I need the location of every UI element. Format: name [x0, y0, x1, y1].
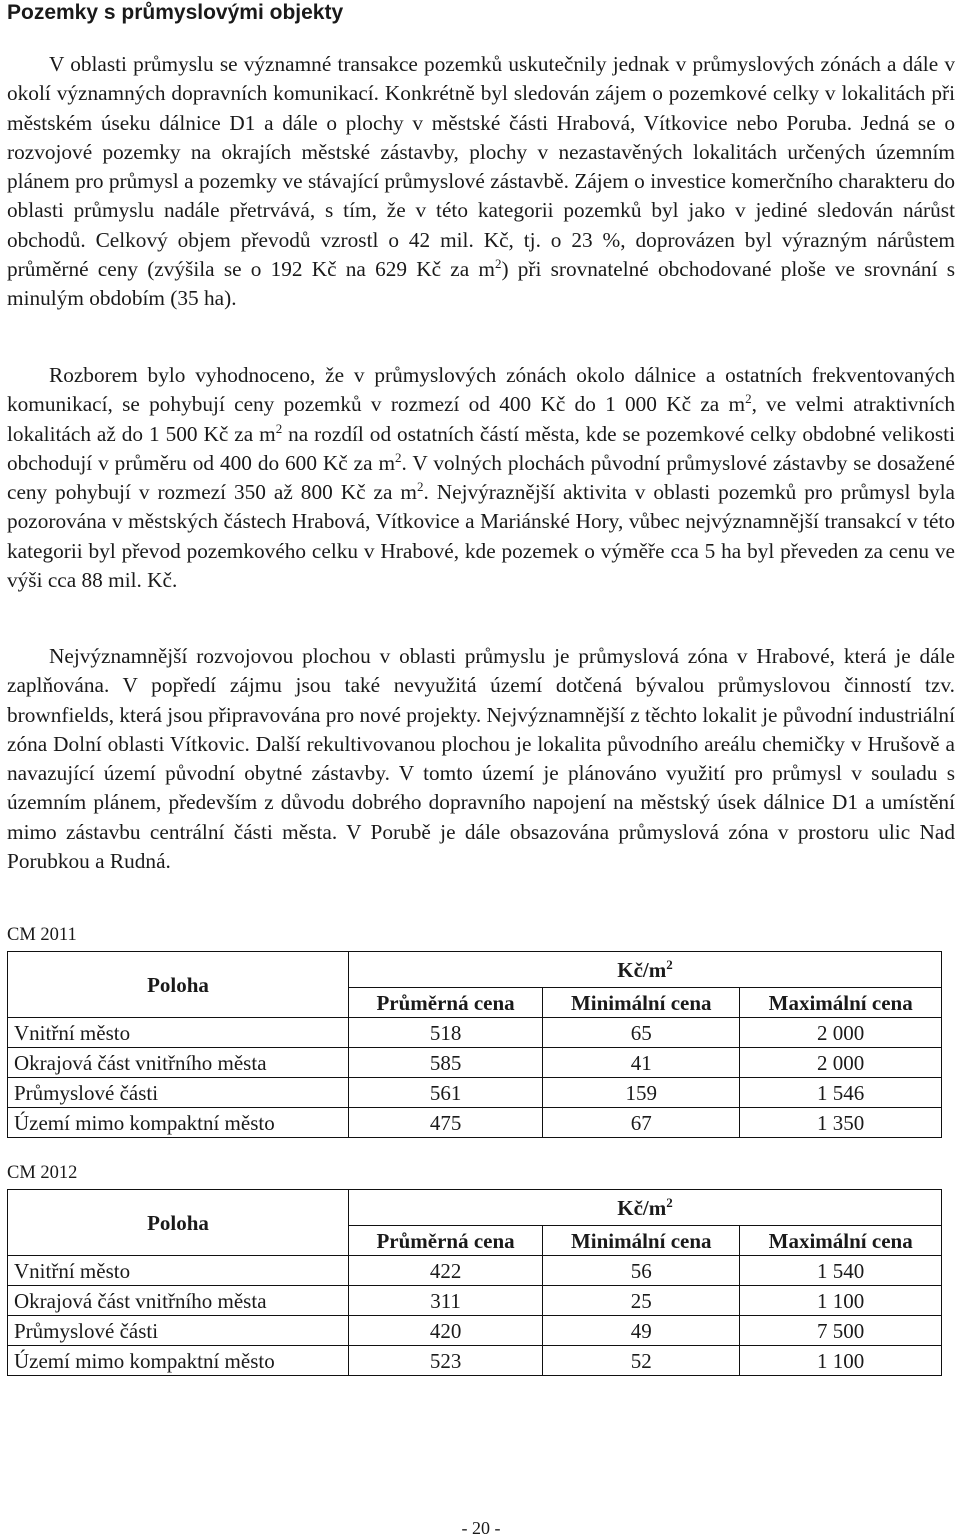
price-table-2012 — [7, 1189, 942, 1376]
cell-avg: 311 — [349, 1286, 543, 1316]
cell-avg: 420 — [349, 1316, 543, 1346]
table-row — [8, 1316, 942, 1346]
cell-location: Území mimo kompaktní město — [8, 1346, 349, 1376]
cell-avg: 585 — [349, 1048, 543, 1078]
paragraph-1 — [7, 50, 955, 314]
superscript: 2 — [416, 479, 424, 495]
column-header-avg: Průměrná cena — [349, 988, 543, 1018]
paragraph-1-text: V oblasti průmyslu se významné transakce pozemků uskutečnily jednak v průmyslových zónách a dále v okolí významných dopravních komunikací. Konkrétně byl sledován zájem o pozemkové celky v lokalitách při městském úseku dálnice D1 a dále o plochy v městské části Hrabová, Vítkovice nebo Poruba. Jedná se o rozvojové pozemky na okrajích městské zástavby, plochy v nezastavěných lokalitách určených územním plánem pro průmysl a pozemky ve stávající průmyslové zástavbě. Zájem o investice komerčního charakteru do oblasti průmyslu nadále přetrvává, s tím, že v této kategorii pozemků byl jako v jediné sledován nárůst obchodů. Celkový objem převodů vzrostl o 42 mil. Kč, tj. o 23 %, doprovázen byl výrazným nárůstem průměrné ceny (zvýšila se o 192 Kč na 629 Kč za m — [7, 52, 955, 282]
column-header-avg: Průměrná cena — [349, 1226, 543, 1256]
cell-location: Vnitřní město — [8, 1256, 349, 1286]
paragraph-2 — [7, 361, 955, 595]
page-number: - 20 - — [461, 1518, 501, 1538]
paragraph-3-text: Nejvýznamnější rozvojovou plochou v oblasti průmyslu je průmyslová zóna v Hrabové, která je dále zaplňována. V popředí zájmu jsou také nevyužitá území dotčená bývalou průmyslovou činností tzv. brownfields, která jsou připravována pro nové projekty. Nejvýznamnější z těchto lokalit je původní industriální zóna Dolní oblasti Vítkovic. Další rekultivovanou plochou je lokalita původního areálu chemičky v Hrušově a navazující území původní obytné zástavby. V tomto území je plánováno využití pro průmysl v souladu s územním plánem, především z důvodu dobrého dopravního napojení na městský úsek dálnice D1 a umístění mimo zástavbu centrální části města. V Porubě je dále obsazována průmyslová zóna v prostoru ulic Nad Porubkou a Rudná. — [7, 644, 955, 874]
paragraph-2-text-b: , ve velmi atraktivních lokalitách až do 1 500 Kč za m — [7, 392, 955, 446]
cell-min: 67 — [543, 1108, 740, 1138]
cell-location: Průmyslové části — [8, 1316, 349, 1346]
table-label-2011: CM 2011 — [7, 925, 77, 945]
paragraph-2-text-d: . V volných plochách původní průmyslové zástavby se dosažené ceny pohybují v rozmezí 350 až 800 Kč za m — [7, 450, 955, 505]
paragraph-1-end: ) při srovnatelné obchodované ploše ve srovnání s minulým obdobím (35 ha). — [7, 257, 955, 311]
price-table-2011 — [7, 951, 942, 1138]
cell-min: 25 — [543, 1286, 740, 1316]
superscript: 2 — [666, 1194, 673, 1210]
cell-max: 1 350 — [740, 1108, 942, 1138]
column-header-poloha: Poloha — [8, 952, 349, 1018]
table-label-2012: CM 2012 — [7, 1163, 78, 1183]
table-row — [8, 1256, 942, 1286]
table-row — [8, 1108, 942, 1138]
cell-location: Průmyslové části — [8, 1078, 349, 1108]
cell-location: Území mimo kompaktní město — [8, 1108, 349, 1138]
table-row — [8, 1078, 942, 1108]
paragraph-3 — [7, 642, 955, 876]
superscript: 2 — [395, 449, 402, 465]
paragraph-2-text-c: na rozdíl od ostatních částí města, kde se pozemkové celky obdobné velikosti obchodují v průměru od 400 do 600 Kč za m — [7, 421, 955, 475]
cell-avg: 422 — [349, 1256, 543, 1286]
cell-max: 1 540 — [740, 1256, 942, 1286]
cell-max: 1 546 — [740, 1078, 942, 1108]
paragraph-2-text-a: Rozborem bylo vyhodnoceno, že v průmyslových zónách okolo dálnice a ostatních frekventovaných komunikací, se pohybují ceny pozemků v rozmezí od 400 Kč do 1 000 Kč za m — [7, 363, 955, 417]
cell-avg: 518 — [349, 1018, 543, 1048]
table-row — [8, 1286, 942, 1316]
column-header-min: Minimální cena — [543, 1226, 740, 1256]
section-heading: Pozemky s průmyslovými objekty — [7, 1, 344, 24]
superscript: 2 — [275, 420, 283, 436]
cell-min: 159 — [543, 1078, 740, 1108]
column-header-unit: $Kč/m^2$ — [349, 952, 942, 988]
cell-min: 41 — [543, 1048, 740, 1078]
cell-max: 7 500 — [740, 1316, 942, 1346]
cell-min: 65 — [543, 1018, 740, 1048]
table-row — [8, 1048, 942, 1078]
cell-location: Okrajová část vnitřního města — [8, 1048, 349, 1078]
table-row — [8, 1018, 942, 1048]
superscript: 2 — [494, 255, 502, 271]
cell-max: 1 100 — [740, 1286, 942, 1316]
superscript: 2 — [745, 391, 752, 407]
cell-max: 1 100 — [740, 1346, 942, 1376]
paragraph-2-text-e: . Nejvýraznější aktivita v oblasti pozemků pro průmysl byla pozorována v městských částech Hrabová, Vítkovice a Mariánské Hory, vůbec nejvýznamnější transakcí v této kategorii byl převod pozemkového celku v Hrabové, kde pozemek o výměře cca 5 ha byl převeden za cenu ve výši cca 88 mil. Kč. — [7, 480, 955, 593]
cell-max: 2 000 — [740, 1018, 942, 1048]
cell-location: Vnitřní město — [8, 1018, 349, 1048]
column-header-max: Maximální cena — [740, 1226, 942, 1256]
cell-location: Okrajová část vnitřního města — [8, 1286, 349, 1316]
column-header-min: Minimální cena — [543, 988, 740, 1018]
cell-avg: 523 — [349, 1346, 543, 1376]
column-header-unit: $Kč/m^2$ — [349, 1190, 942, 1226]
table-row — [8, 1346, 942, 1376]
column-header-poloha: Poloha — [8, 1190, 349, 1256]
column-header-max: Maximální cena — [740, 988, 942, 1018]
cell-avg: 561 — [349, 1078, 543, 1108]
cell-min: 49 — [543, 1316, 740, 1346]
cell-min: 52 — [543, 1346, 740, 1376]
cell-min: 56 — [543, 1256, 740, 1286]
cell-avg: 475 — [349, 1108, 543, 1138]
superscript: 2 — [666, 956, 673, 972]
cell-max: 2 000 — [740, 1048, 942, 1078]
